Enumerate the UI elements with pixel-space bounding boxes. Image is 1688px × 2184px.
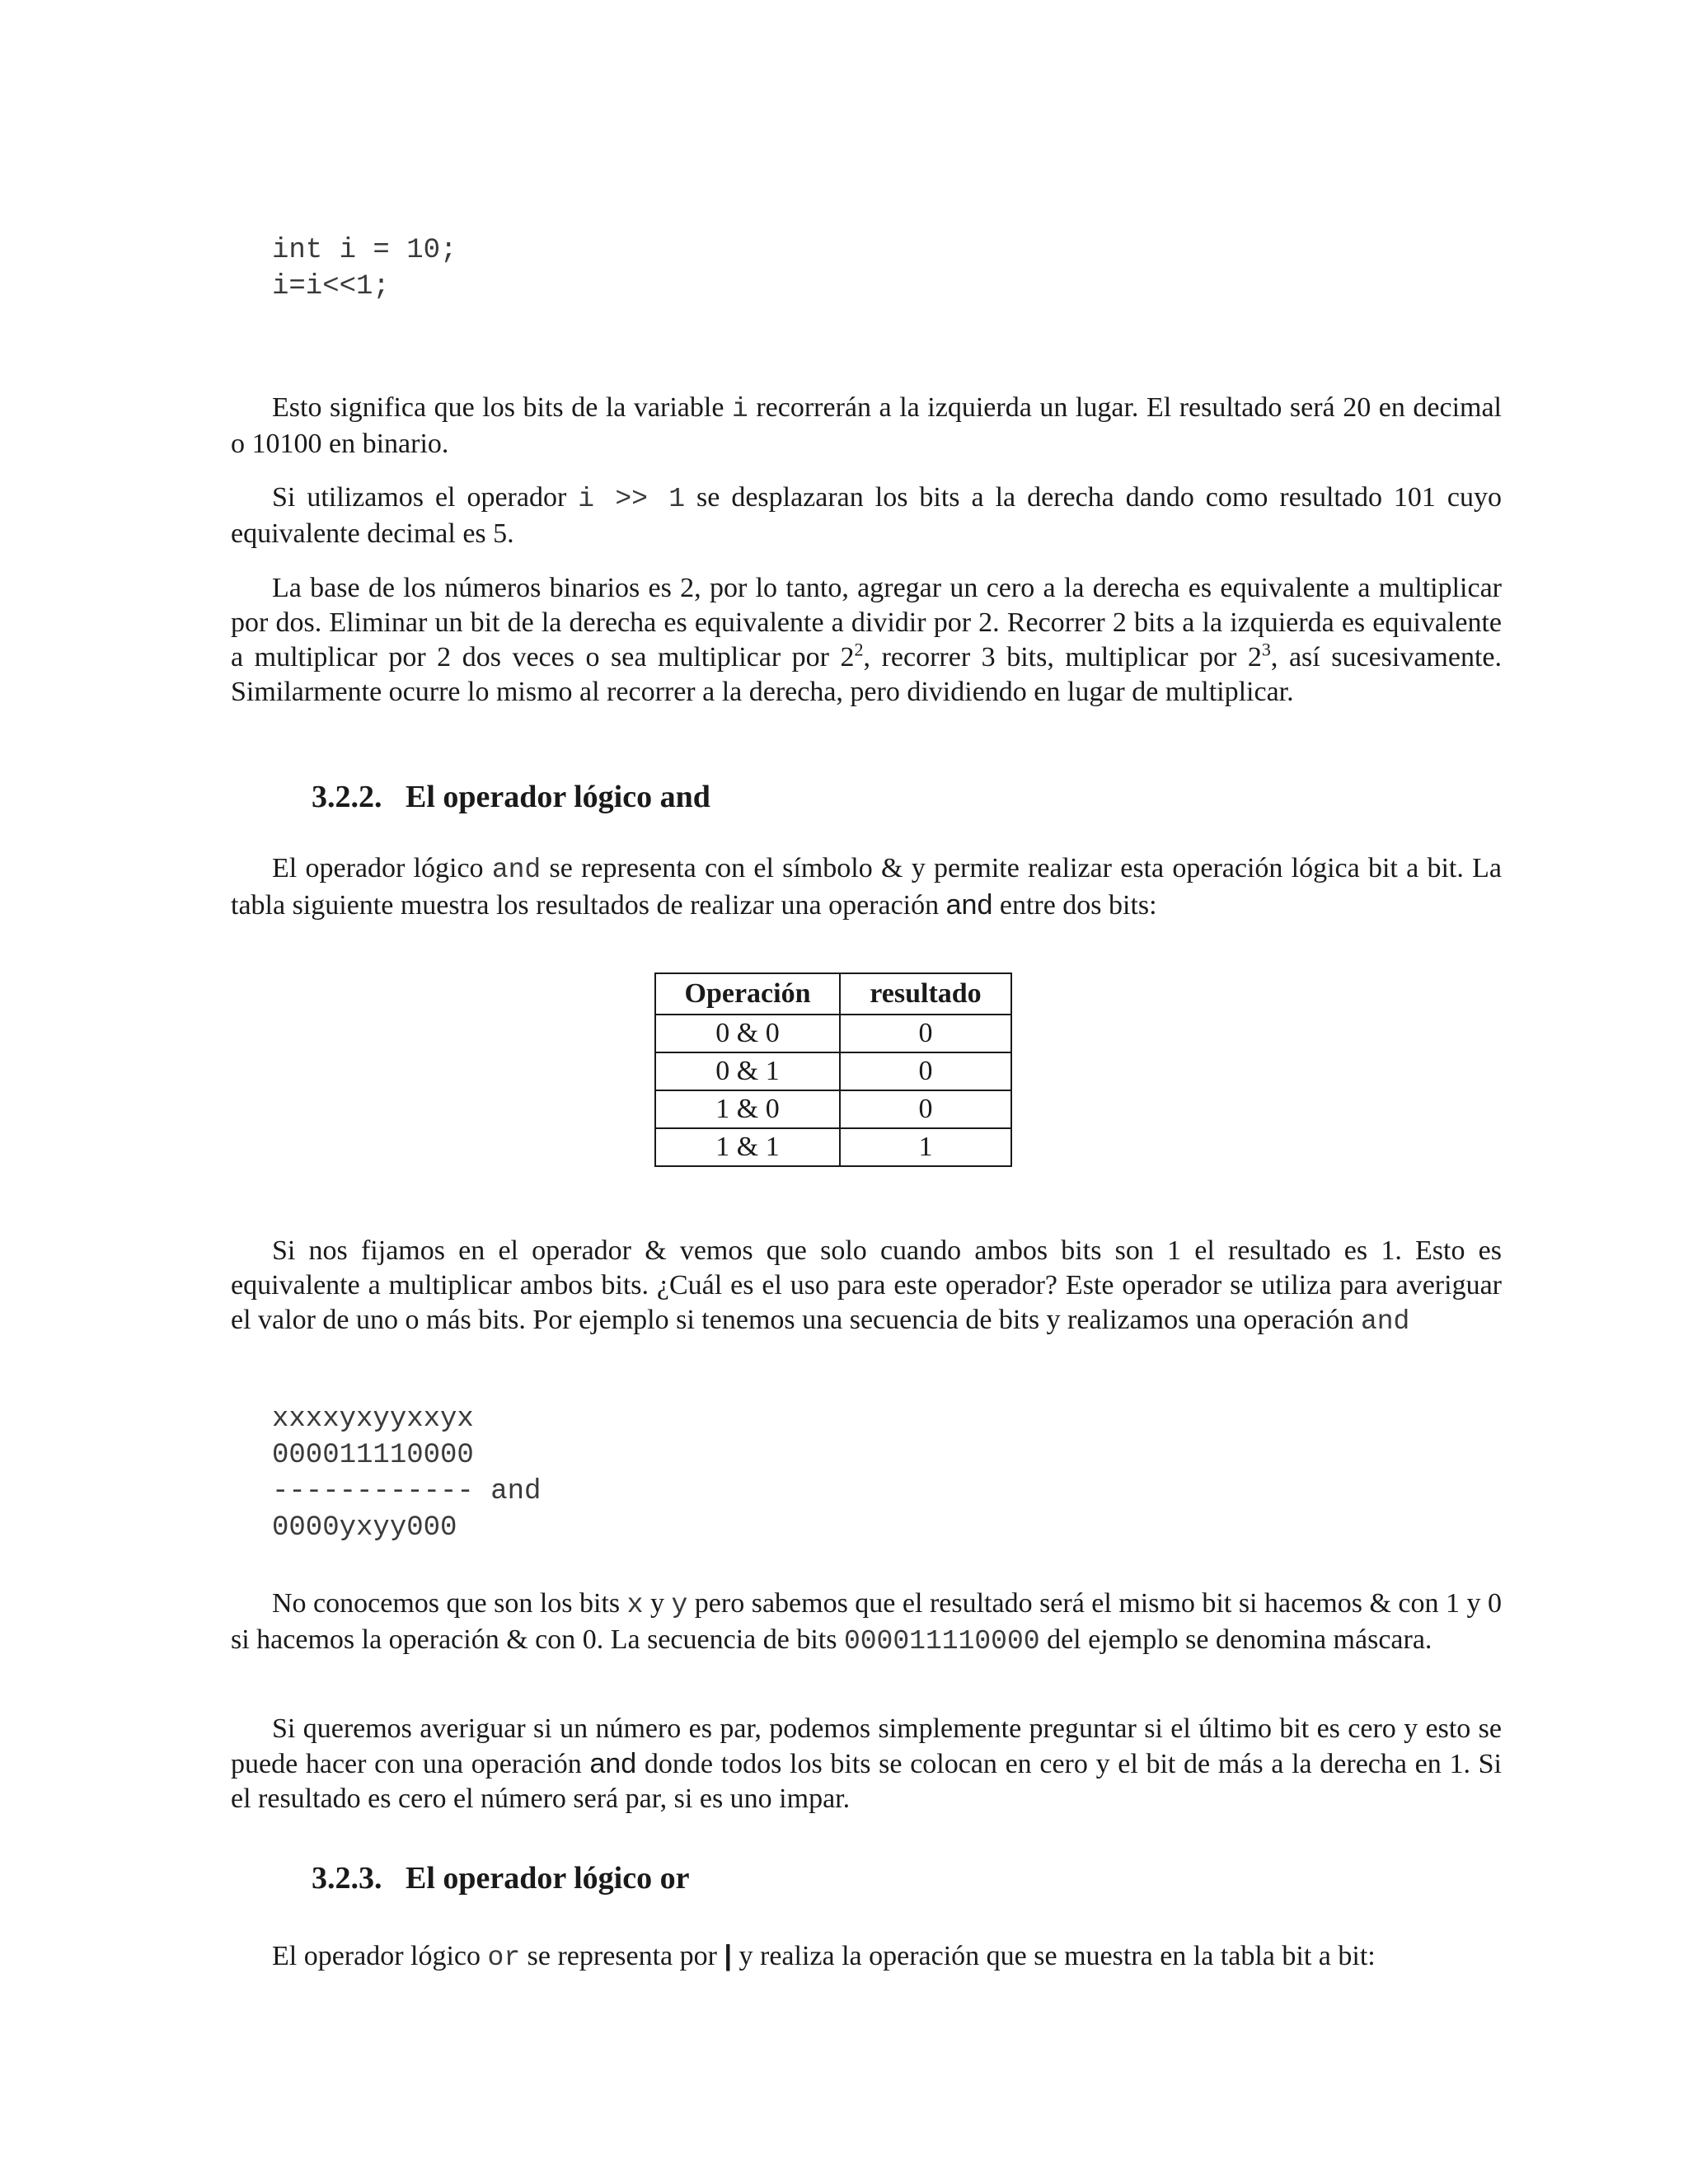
text: entre dos bits: bbox=[992, 890, 1157, 921]
code-block-mask bbox=[272, 1401, 541, 1546]
text: y bbox=[643, 1588, 672, 1619]
paragraph-1 bbox=[231, 391, 1502, 462]
code-line: 000011110000 bbox=[272, 1440, 474, 1471]
section-heading-and bbox=[312, 779, 710, 815]
superscript: 3 bbox=[1261, 639, 1271, 660]
table-cell: 0 bbox=[840, 1090, 1011, 1128]
text: recorrerán a la izquierda un lugar. El resultado será 20 en decimal o 10100 en binario. bbox=[231, 392, 1503, 459]
paragraph-5 bbox=[231, 1234, 1502, 1339]
superscript: 2 bbox=[854, 639, 864, 660]
column-header: resultado bbox=[840, 973, 1011, 1015]
code-line: int i = 10; bbox=[272, 235, 457, 266]
inline-term: and bbox=[589, 1748, 637, 1779]
table-cell: 0 bbox=[840, 1052, 1011, 1090]
text: del ejemplo se denomina máscara. bbox=[1039, 1624, 1432, 1655]
table-row bbox=[655, 1090, 1011, 1128]
text: se desplazaran los bits a la derecha dando como resultado 101 cuyo equivalente decimal es 5. bbox=[231, 482, 1502, 549]
table-row bbox=[655, 1015, 1011, 1052]
text: Si queremos averiguar si un número es par, podemos simplemente preguntar si el último bit es cero y esto se puede hacer con una operación bbox=[231, 1713, 1502, 1779]
inline-term: and bbox=[945, 889, 993, 921]
paragraph-7 bbox=[231, 1712, 1502, 1816]
code-line: 0000yxyy000 bbox=[272, 1512, 457, 1544]
text: No conocemos que son los bits bbox=[272, 1588, 627, 1619]
inline-code: and bbox=[1360, 1306, 1410, 1337]
text: El operador lógico bbox=[272, 853, 492, 883]
text: y realiza la operación que se muestra en la tabla bit a bit: bbox=[732, 1941, 1376, 1971]
text: pero sabemos que el resultado será el mismo bit si hacemos & con 1 y 0 si hacemos la operación & con 0. La secuencia de bits bbox=[231, 1588, 1502, 1655]
code-line: i=i<<1; bbox=[272, 271, 390, 302]
code-line: xxxxyxyyxxyx bbox=[272, 1404, 474, 1435]
paragraph-8 bbox=[231, 1938, 1502, 1975]
table-cell: 0 bbox=[840, 1015, 1011, 1052]
text: , así sucesivamente. Similarmente ocurre lo mismo al recorrer a la derecha, pero dividiendo en lugar de multiplicar. bbox=[231, 642, 1503, 707]
paragraph-2 bbox=[231, 480, 1502, 551]
paragraph-6 bbox=[231, 1586, 1502, 1659]
paragraph-4 bbox=[231, 851, 1502, 923]
table-cell: 1 & 0 bbox=[655, 1090, 840, 1128]
text: se representa con el símbolo & y permite realizar esta operación lógica bit a bit. La tabla siguiente muestra los resultados de realizar una operación bbox=[231, 853, 1502, 921]
paragraph-3 bbox=[231, 571, 1502, 710]
code-block-shift bbox=[272, 232, 457, 305]
inline-code: x bbox=[626, 1590, 644, 1620]
section-number: 3.2.2. bbox=[312, 780, 382, 814]
text: donde todos los bits se colocan en cero y el bit de más a la derecha en 1. Si el resultado es cero el número será par, si es uno impar. bbox=[231, 1749, 1502, 1814]
inline-code: i >> 1 bbox=[578, 484, 686, 514]
code-line: ------------ and bbox=[272, 1476, 542, 1507]
table-cell: 1 bbox=[840, 1128, 1011, 1166]
text: La base de los números binarios es 2, por lo tanto, agregar un cero a la derecha es equivalente a multiplicar por dos. Eliminar un bit de la derecha es equivalente a dividir por 2. Recorrer 2 bits a la izquierda es equivalente a multiplicar por 2 dos veces o sea multiplicar por 2 bbox=[231, 573, 1502, 673]
inline-code: or bbox=[487, 1943, 521, 1973]
text: Si utilizamos el operador bbox=[272, 482, 579, 513]
text: Esto significa que los bits de la variable bbox=[272, 392, 732, 423]
section-heading-or bbox=[312, 1860, 689, 1896]
text: , recorrer 3 bits, multiplicar por 2 bbox=[863, 642, 1262, 673]
section-title: El operador lógico or bbox=[406, 1861, 690, 1896]
table-header-row bbox=[655, 973, 1011, 1015]
text: Si nos fijamos en el operador & vemos que solo cuando ambos bits son 1 el resultado es 1. Esto es equivalente a multiplicar ambos bits. ¿Cuál es el uso para este operador? Este operador se utiliza para averiguar el valor de uno o más bits. Por ejemplo si tenemos una secuencia de bits y realizamos una operación bbox=[231, 1235, 1502, 1335]
inline-code: i bbox=[731, 394, 748, 424]
column-header: Operación bbox=[655, 973, 840, 1015]
pipe-symbol: | bbox=[724, 1940, 732, 1971]
table-cell: 0 & 0 bbox=[655, 1015, 840, 1052]
table-row bbox=[655, 1128, 1011, 1166]
text: El operador lógico bbox=[272, 1941, 488, 1971]
inline-code: 000011110000 bbox=[843, 1626, 1040, 1657]
section-title: El operador lógico and bbox=[406, 780, 710, 814]
table-row bbox=[655, 1052, 1011, 1090]
section-number: 3.2.3. bbox=[312, 1861, 382, 1896]
and-truth-table bbox=[654, 972, 1012, 1167]
table-cell: 0 & 1 bbox=[655, 1052, 840, 1090]
table-cell: 1 & 1 bbox=[655, 1128, 840, 1166]
inline-code: y bbox=[671, 1590, 688, 1620]
text: se representa por bbox=[520, 1941, 724, 1971]
inline-code: and bbox=[491, 855, 542, 885]
